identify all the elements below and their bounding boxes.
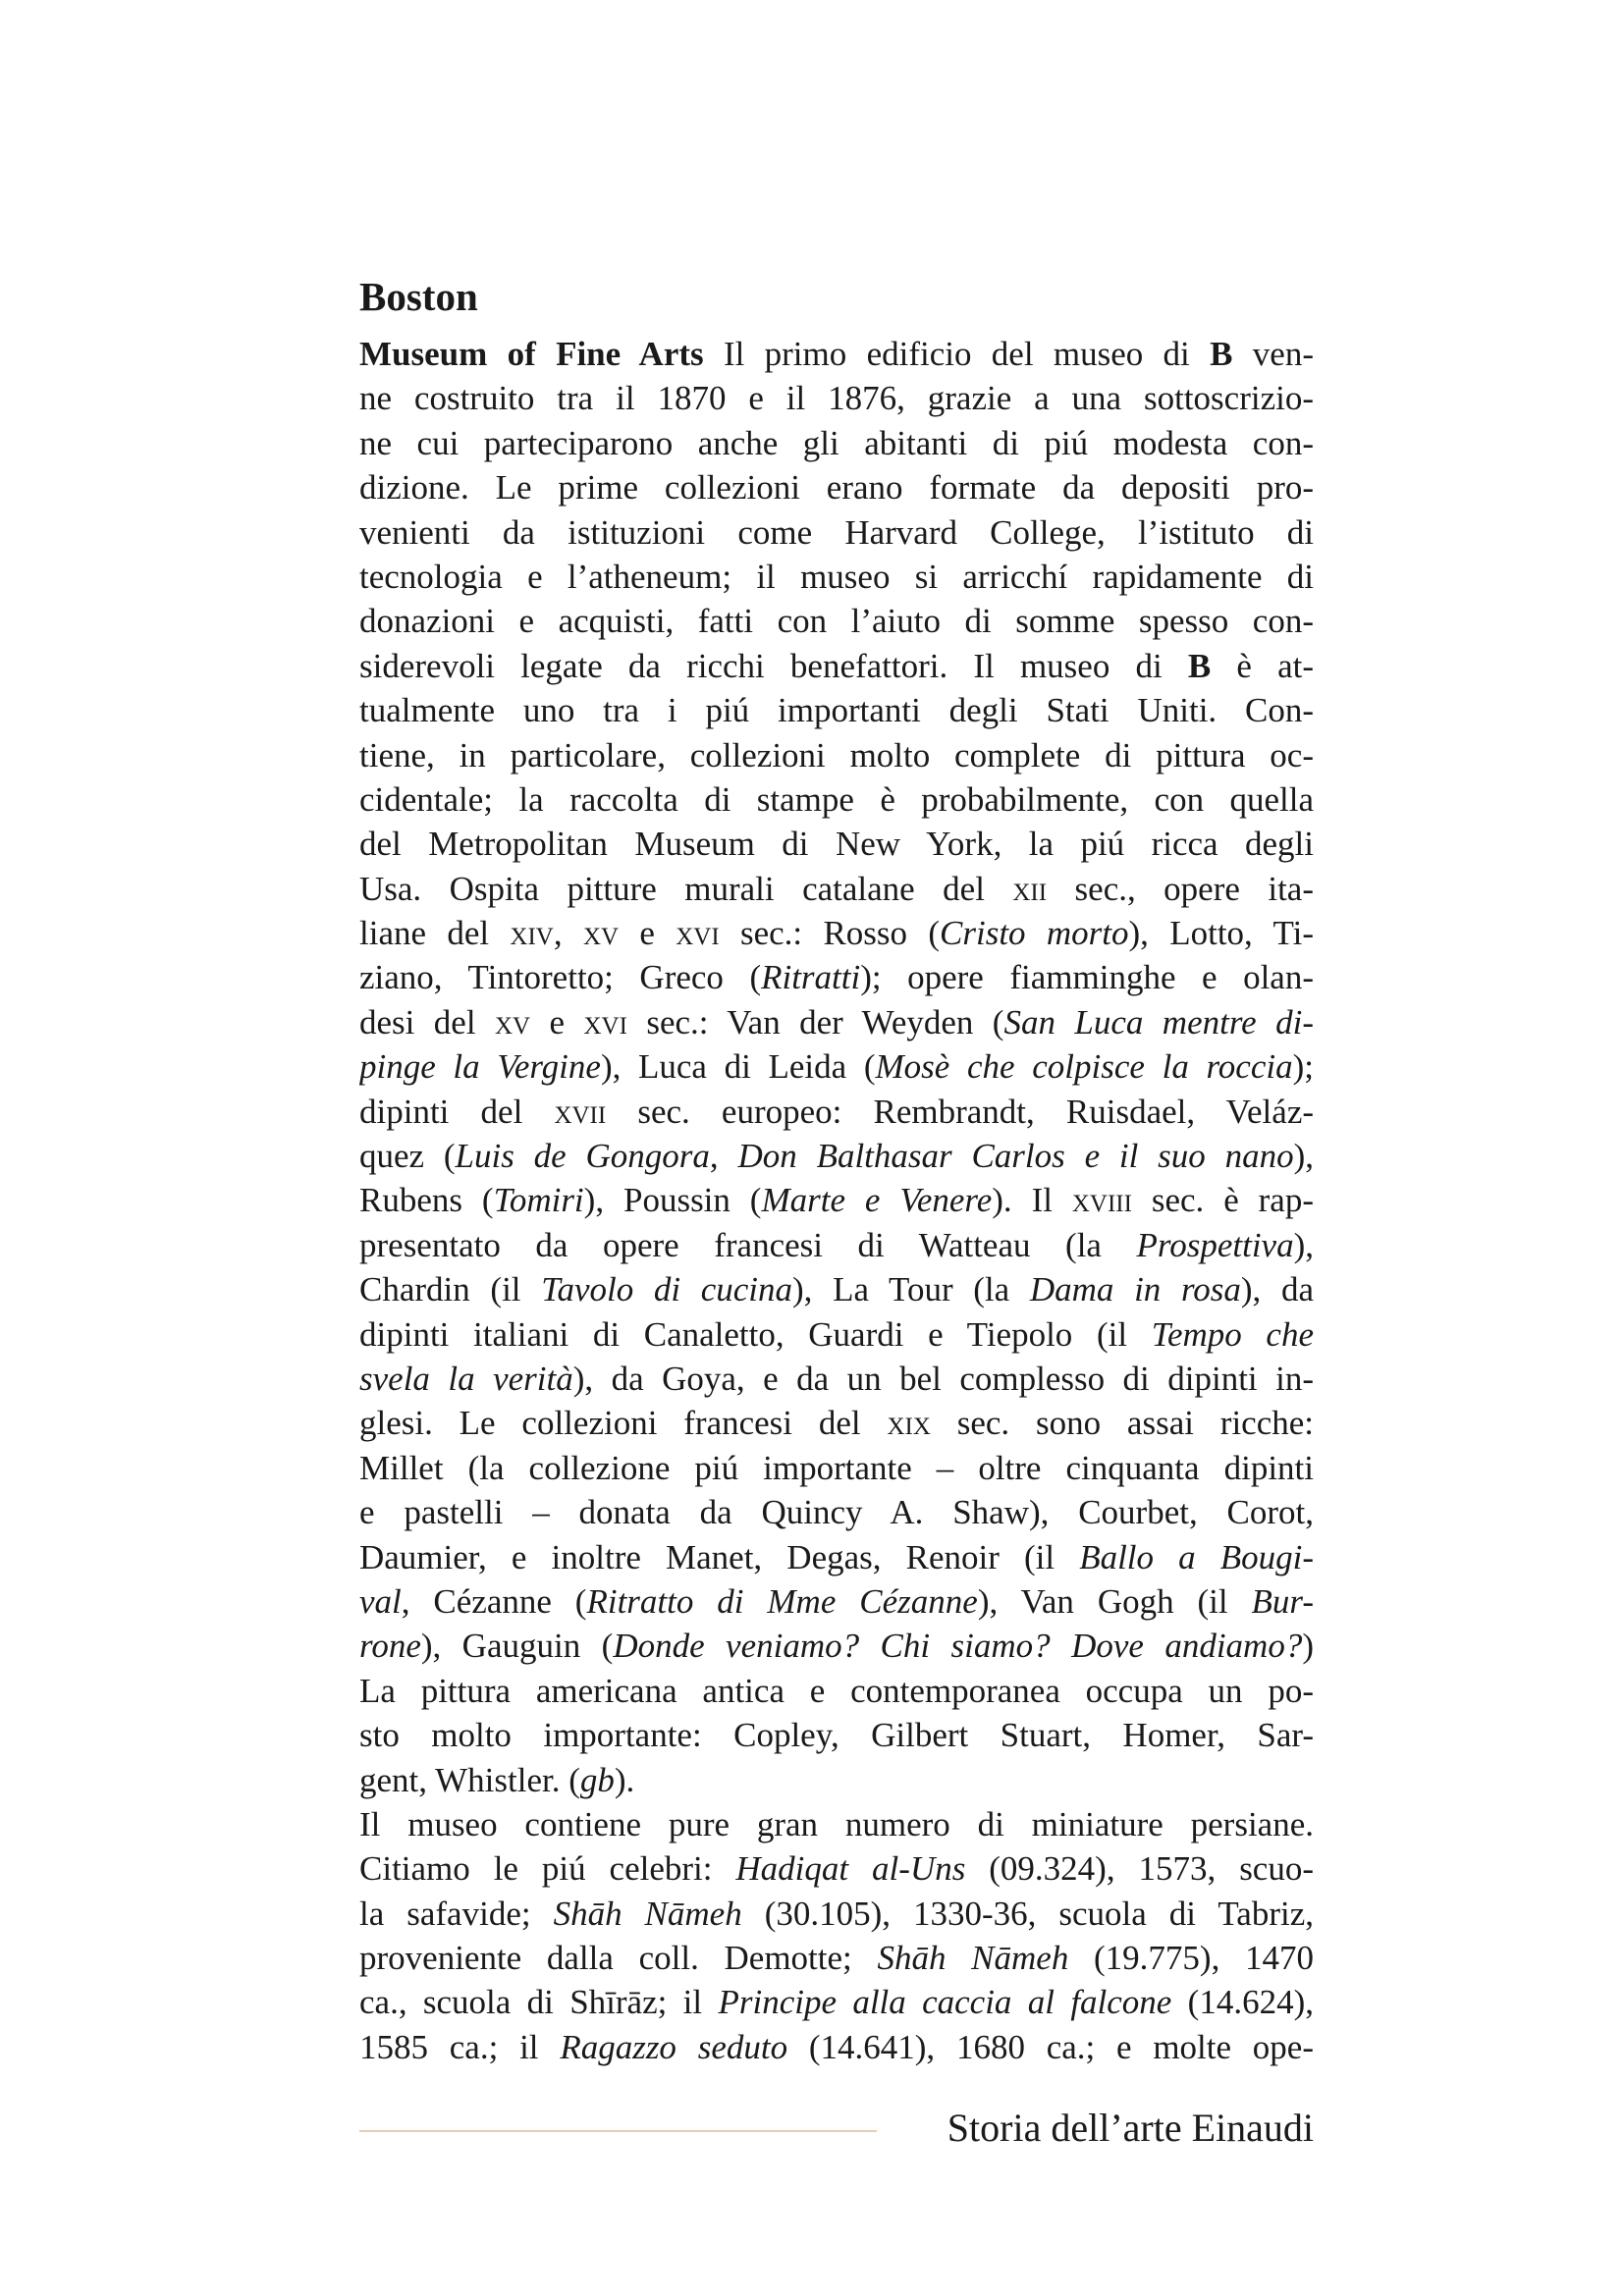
text-line (359, 644, 1314, 688)
text-line (359, 510, 1314, 555)
text-run: del Metropolitan Museum di New York, la piú ricca degli (359, 825, 1314, 864)
text-run: Millet (la collezione piú importante – oltre cinquanta dipinti (359, 1448, 1314, 1487)
text-run: , Cézanne ( (401, 1581, 587, 1621)
text-line (359, 1401, 1314, 1445)
artwork-title: Bur- (1251, 1581, 1314, 1621)
artwork-title: Prospettiva (1136, 1225, 1294, 1264)
text-run: Il museo contiene pure gran numero di miniature persiane. (359, 1804, 1314, 1843)
bold-abbreviation: B (1187, 646, 1212, 685)
text-run: Usa. Ospita pitture murali catalane del (359, 869, 1013, 908)
text-run: sec. è rap- (1131, 1181, 1314, 1220)
footer-rule (359, 2130, 877, 2132)
text-run: , (553, 914, 583, 953)
text-line (359, 733, 1314, 777)
text-run: ). Il (992, 1181, 1072, 1220)
text-run: gent, Whistler. ( (359, 1760, 580, 1799)
artwork-title: Cristo morto (940, 914, 1129, 953)
text-run: ), da Goya, e da un bel complesso di dipinti in- (572, 1359, 1314, 1398)
century-numeral: xvi (676, 914, 720, 953)
text-run: glesi. Le collezioni francesi del (359, 1404, 888, 1443)
text-run: (14.641), 1680 ca.; e molte ope- (787, 2027, 1314, 2066)
text-line (359, 1535, 1314, 1579)
text-line (359, 1669, 1314, 1713)
bold-abbreviation: B (1210, 335, 1233, 373)
text-run: ne cui parteciparono anche gli abitanti di piú modesta con- (359, 423, 1314, 462)
text-line (359, 1892, 1314, 1936)
artwork-title: Ritratti (761, 958, 861, 997)
text-run: sec. sono assai ricche: (930, 1404, 1314, 1443)
text-run: La pittura americana antica e contemporanea occupa un po- (359, 1671, 1314, 1710)
text-line (359, 376, 1314, 420)
text-line (359, 1758, 1314, 1802)
text-run: ), Van Gogh (il (977, 1581, 1252, 1621)
text-run: Il primo edificio del museo di (703, 335, 1211, 373)
text-line (359, 1357, 1314, 1401)
text-line (359, 1000, 1314, 1044)
artwork-title: pinge la Vergine (359, 1047, 601, 1087)
artwork-title: rone (359, 1627, 421, 1666)
text-run: Daumier, e inoltre Manet, Degas, Renoir (il (359, 1537, 1080, 1576)
text-line (359, 688, 1314, 732)
text-run: ); opere fiamminghe e olan- (860, 958, 1314, 997)
text-run: venienti da istituzioni come Harvard College, l’istituto di (359, 512, 1314, 552)
text-run: è at- (1211, 646, 1314, 685)
footer-publication-title: Storia dell’arte Einaudi (947, 2106, 1314, 2150)
text-run: ), Lotto, Ti- (1128, 914, 1314, 953)
text-run: tualmente uno tra i piú importanti degli Stati Uniti. Con- (359, 691, 1314, 730)
text-run: e (619, 914, 676, 953)
text-line (359, 1936, 1314, 1980)
text-run: desi del (359, 1002, 495, 1041)
text-run: cidentale; la raccolta di stampe è probabilmente, con quella (359, 779, 1314, 819)
artwork-title: San Luca mentre di- (1003, 1002, 1314, 1041)
century-numeral: xviii (1071, 1181, 1132, 1220)
century-numeral: xiv (510, 914, 554, 953)
text-run: proveniente dalla coll. Demotte; (359, 1939, 878, 1978)
artwork-title: Ragazzo seduto (560, 2027, 788, 2066)
text-line (359, 1579, 1314, 1624)
text-run: donazioni e acquisti, fatti con l’aiuto di somme spesso con- (359, 602, 1314, 641)
text-run: tiene, in particolare, collezioni molto complete di pittura oc- (359, 735, 1314, 774)
artwork-title: Ritratto di Mme Cézanne (586, 1581, 978, 1621)
text-run: 1585 ca.; il (359, 2027, 561, 2066)
text-line (359, 1846, 1314, 1891)
text-run: ne costruito tra il 1870 e il 1876, grazie a una sottoscrizio- (359, 379, 1314, 418)
text-run: sec.: Van der Weyden ( (626, 1002, 1004, 1041)
text-run: Citiamo le piú celebri: (359, 1849, 736, 1889)
text-run: (30.105), 1330-36, scuola di Tabriz, (741, 1894, 1314, 1933)
artwork-title: Ballo a Bougi- (1079, 1537, 1314, 1576)
text-run: (14.624), (1171, 1983, 1314, 2022)
text-line (359, 1267, 1314, 1311)
text-run: (09.324), 1573, scuo- (965, 1849, 1314, 1889)
century-numeral: xix (887, 1404, 931, 1443)
entry-heading: Boston (359, 274, 478, 319)
artwork-title: Shāh Nāmeh (553, 1894, 742, 1933)
artwork-title: Mosè che colpisce la roccia (875, 1047, 1293, 1087)
artwork-title: Tomiri (493, 1181, 584, 1220)
text-line (359, 911, 1314, 955)
text-line (359, 1490, 1314, 1534)
text-run: quez ( (359, 1137, 456, 1176)
text-line (359, 1223, 1314, 1267)
text-line (359, 1134, 1314, 1178)
text-run: sto molto importante: Copley, Gilbert Stuart, Homer, Sar- (359, 1716, 1314, 1755)
text-run: la safavide; (359, 1894, 554, 1933)
text-run: ) (1302, 1627, 1314, 1666)
entry-body (359, 332, 1314, 2069)
text-run: (19.775), 1470 (1068, 1939, 1314, 1978)
text-run: presentato da opere francesi di Watteau (la (359, 1225, 1137, 1264)
text-run: tecnologia e l’atheneum; il museo si arricchí rapidamente di (359, 557, 1314, 596)
text-line (359, 1802, 1314, 1846)
text-run: sec. europeo: Rembrandt, Ruisdael, Veláz- (606, 1092, 1314, 1131)
text-run: dipinti italiani di Canaletto, Guardi e Tiepolo (il (359, 1314, 1152, 1354)
text-line (359, 465, 1314, 509)
text-run: Chardin (il (359, 1270, 542, 1309)
artwork-title: svela la verità (359, 1359, 573, 1398)
text-line (359, 1312, 1314, 1357)
text-run: ). (614, 1760, 635, 1799)
text-line (359, 1446, 1314, 1490)
text-line (359, 332, 1314, 376)
text-run: ), (1293, 1225, 1314, 1264)
text-run: ), Gauguin ( (420, 1627, 614, 1666)
artwork-title: Don Balthasar Carlos e il suo nano (737, 1137, 1294, 1176)
text-run: ven- (1232, 335, 1314, 373)
text-line (359, 1624, 1314, 1668)
century-numeral: xii (1012, 869, 1048, 908)
text-line (359, 1713, 1314, 1757)
text-line (359, 555, 1314, 599)
text-run: dipinti del (359, 1092, 555, 1131)
text-line (359, 421, 1314, 465)
text-run: ziano, Tintoretto; Greco ( (359, 958, 762, 997)
text-line (359, 777, 1314, 822)
century-numeral: xvii (554, 1092, 607, 1131)
artwork-title: Hadiqat al-Uns (735, 1849, 966, 1889)
text-run: ca., scuola di Shīrāz; il (359, 1983, 719, 2022)
section-label: Museum of Fine Arts (359, 335, 704, 373)
text-run: e pastelli – donata da Quincy A. Shaw), Courbet, Corot, (359, 1493, 1314, 1532)
text-line (359, 822, 1314, 866)
text-run: dizione. Le prime collezioni erano formate da depositi pro- (359, 468, 1314, 507)
text-run: ), Luca di Leida ( (600, 1047, 876, 1087)
century-numeral: xv (582, 914, 620, 953)
text-run: sec., opere ita- (1047, 869, 1314, 908)
artwork-title: Donde veniamo? Chi siamo? Dove andiamo? (613, 1627, 1303, 1666)
text-line (359, 1178, 1314, 1222)
text-line (359, 867, 1314, 911)
text-line (359, 1044, 1314, 1089)
artwork-title: val (359, 1581, 402, 1621)
text-run: ), (1293, 1137, 1314, 1176)
artwork-title: gb (579, 1760, 615, 1799)
text-line (359, 2025, 1314, 2069)
text-line (359, 599, 1314, 643)
artwork-title: Luis de Gongora (455, 1137, 710, 1176)
text-line (359, 1090, 1314, 1134)
artwork-title: Dama in rosa (1029, 1270, 1241, 1309)
text-line (359, 955, 1314, 999)
text-run: Rubens ( (359, 1181, 494, 1220)
artwork-title: Shāh Nāmeh (877, 1939, 1069, 1978)
artwork-title: Tavolo di cucina (541, 1270, 793, 1309)
text-run: sec.: Rosso ( (719, 914, 941, 953)
artwork-title: Marte e Venere (761, 1181, 993, 1220)
text-run: e (530, 1002, 584, 1041)
text-run: ); (1292, 1047, 1314, 1087)
text-line (359, 1980, 1314, 2024)
text-run: liane del (359, 914, 511, 953)
text-run: ), da (1240, 1270, 1314, 1309)
text-run: , (709, 1137, 738, 1176)
century-numeral: xvi (583, 1002, 627, 1041)
artwork-title: Tempo che (1151, 1314, 1314, 1354)
century-numeral: xv (494, 1002, 531, 1041)
text-run: siderevoli legate da ricchi benefattori. Il museo di (359, 646, 1188, 685)
text-run: ), La Tour (la (792, 1270, 1030, 1309)
text-run: ), Poussin ( (583, 1181, 762, 1220)
artwork-title: Principe alla caccia al falcone (718, 1983, 1172, 2022)
